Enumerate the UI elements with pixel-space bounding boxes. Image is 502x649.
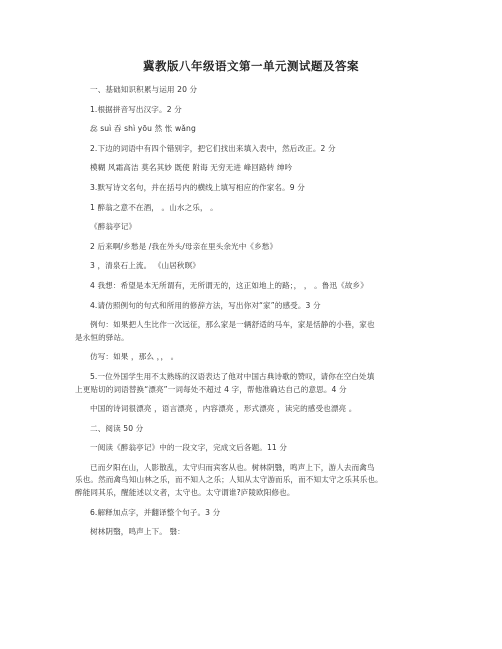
- question-4: 4.请仿照例句的句式和所用的修辞方法，写出你对“家”的感受。3 分: [90, 300, 321, 310]
- section-heading-reading: 二、阅读 50 分: [90, 423, 144, 433]
- question-5-cont: 上更贴切的词语替换“漂亮”一词每处不超过 4 字，帮他准确达自己的意思。4 分: [75, 384, 347, 394]
- question-3-item-3: 3 ，清泉石上流。 《山居秋暝》: [90, 261, 200, 271]
- question-1-pinyin: 惢 suì 吞 shì yōu 然 怅 wǎng: [90, 124, 196, 134]
- question-3-item-4: 4 我想：希望是本无所谓有，无所谓无的，这正如地上的路；， ， 。鲁迅《故乡》: [90, 280, 368, 290]
- question-4-example: 例句：如果把人生比作一次远征，那么家是一辆舒适的马车，家是恬静的小巷，家也: [90, 320, 375, 330]
- question-6: 6.解释加点字，并翻译整个句子。3 分: [90, 507, 221, 517]
- question-2-words: 模糊 风霜高洁 莫名其妙 既使 附诲 无穷无进 峰回路转 绅吟: [90, 163, 293, 173]
- question-2: 2.下边的词语中有四个错别字，把它们找出来填入表中，然后改正。2 分: [90, 143, 336, 153]
- question-4-example-cont: 是永恒的驿站。: [75, 332, 129, 342]
- question-3-source-1: 《醉翁亭记》: [90, 222, 137, 232]
- question-3-item-1: 1 醉翁之意不在酒， 。山水之乐， 。: [90, 202, 218, 212]
- section-heading-basics: 一、基础知识积累与运用 20 分: [90, 85, 198, 94]
- question-3: 3.默写诗文名句，并在括号内的横线上填写相应的作家名。9 分: [90, 182, 305, 192]
- question-5-sentence: 中国的诗词很漂亮 ，语言漂亮 ，内容漂亮 ，形式漂亮 ，读完的感受也漂亮 。: [90, 404, 357, 414]
- passage-line-2: 乐也。然而禽鸟知山林之乐，而不知人之乐；人知从太守游而乐，而不知太守之乐其乐也。: [75, 475, 383, 485]
- question-6-sentence: 树林阴翳，鸣声上下。 翳：: [90, 527, 185, 537]
- question-1: 1.根据拼音写出汉字。2 分: [90, 104, 182, 114]
- passage-line-3: 醉能同其乐，醒能述以文者，太守也。太守谓谁?庐陵欧阳修也。: [75, 488, 295, 498]
- question-5: 5.一位外国学生用不太熟练的汉语表达了他对中国古典诗歌的赞叹，请你在空白处填: [90, 371, 375, 381]
- page-title: 冀教版八年级语文第一单元测试题及答案: [143, 59, 359, 73]
- question-4-imitation: 仿写：如果 ，那么 ，， 。: [90, 352, 179, 362]
- question-3-item-2: 2 后来啊/乡愁是 /我在外头/母亲在里头余光中《乡愁》: [90, 241, 278, 251]
- passage-line-1: 已而夕阳在山，人影散乱，太守归而宾客从也。树林阴翳，鸣声上下，游人去而禽鸟: [90, 462, 375, 472]
- reading-1-intro: 一阅读《醉翁亭记》中的一段文字，完成文后各题。11 分: [90, 443, 288, 453]
